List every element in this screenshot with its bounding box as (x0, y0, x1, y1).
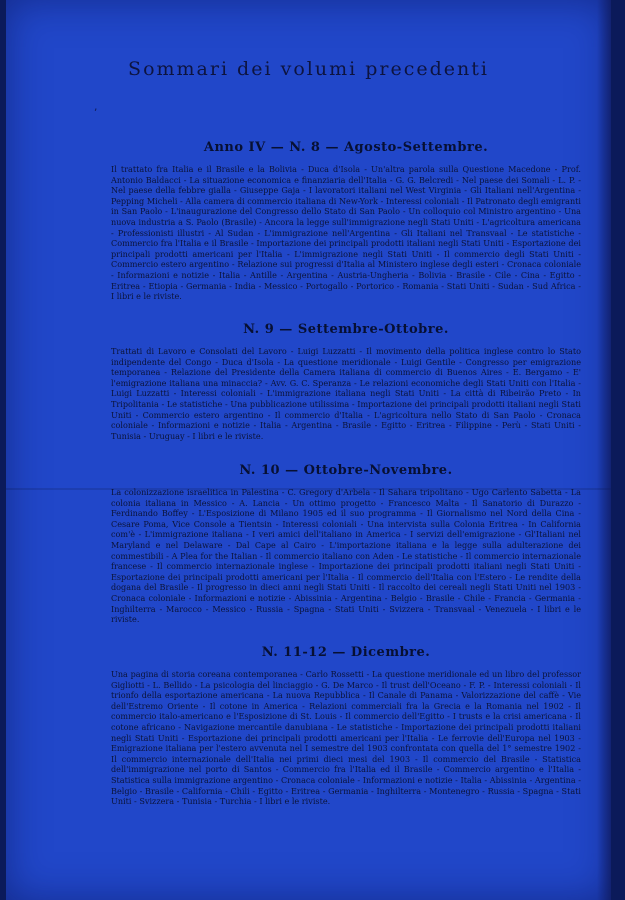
section-n10 (111, 463, 581, 625)
section-title: N. 10 — Ottobre-Novembre. (239, 463, 453, 478)
summary-text: Una pagina di storia coreana contemporanea - Carlo Rossetti - La questione meridionale ed un libro del professor Gigliotti - L. Bellido - La psicologia del linciaggio - G. De Marco - Il trust dell'Oceano - F. P. - Interessi coloniali - Il trionfo della esportazione americana - La nuova Repubblica - Il Canale di Panama - Valorizzazione del caffè - Vie dell'Estremo Oriente - Il cotone in America - Relazioni commerciali fra la Grecia e la Romania nel 1902 - Il commercio italo-americano e l'Esposizione di St. Louis - Il commercio dell'Egitto - I trusts e la crisi americana - Il cotone africano - Navigazione mercantile danubiana - Le statistiche - Importazione dei principali prodotti italiani negli Stati Uniti - Esportazione dei principali prodotti americani per l'Italia - Le ferrovie dell'Europa nel 1903 - Emigrazione italiana per l'estero avvenuta nel I semestre del 1903 confrontata con quella del 1° semestre 1902 - Il commercio internazionale dell'Italia nei primi dieci mesi del 1903 - Il commercio del Brasile - Statistica dell'immigrazione nel porto di Santos - Commercio fra l'Italia ed il Brasile - Commercio argentino e l'Italia - Statistica sulla immigrazione argentino - Cronaca coloniale - Informazioni e notizie - Italia - Abissinia - Argentina - Belgio - Brasile - California - Chili - Egitto - Eritrea - Germania - Inghilterra - Montenegro - Russia - Spagna - Stati Uniti - Svizzera - Tunisia - Turchia - I libri e le riviste. (111, 669, 581, 807)
section-n11-12 (111, 645, 581, 807)
page-header: Sommari dei volumi precedenti (128, 58, 489, 80)
section-summary (111, 164, 581, 302)
summary-text: Trattati di Lavoro e Consolati del Lavoro - Luigi Luzzatti - Il movimento della politica inglese contro lo Stato indipendente del Congo - Duca d'Isola - La questione meridionale - Luigi Gentile - Congresso per emigrazione temporanea - Relazione del Presidente della Camera italiana di commercio di Buenos Aires - E. Bergamo - E' l'emigrazione italiana una minaccia? - Avv. G. C. Speranza - Le relazioni economiche degli Stati Uniti con l'Italia - Luigi Luzzatti - Interessi coloniali - L'immigrazione italiana negli Stati Uniti - La città di Ribeirão Preto - In Tripolitania - Le statistiche - Una pubblicazione utilissima - Importazione dei principali prodotti italiani negli Stati Uniti - Commercio estero argentino - Il commercio d'Italia - L'agricoltura nello Stato di San Paolo - Cronaca coloniale - Informazioni e notizie - Italia - Argentina - Brasile - Egitto - Eritrea - Filippine - Perù - Stati Uniti - Tunisia - Uruguay - I libri e le riviste. (111, 346, 581, 441)
page (6, 0, 611, 900)
section-summary (111, 346, 581, 441)
margin-mark: ’ (94, 108, 98, 119)
section-summary (111, 487, 581, 625)
section-n9 (111, 322, 581, 441)
summary-text: La colonizzazione israelitica in Palestina - C. Gregory d'Arbela - Il Sahara tripolitano - Ugo Carlento Sabetta - La colonia italiana in Messico - A. Lancia - Un ottimo progetto - Francesco Malta - Il Sanatorio di Durazzo - Ferdinando Boffey - L'Esposizione di Milano 1905 ed il suo programma - Il Giornalismo nel Nord della Cina - Cesare Poma, Vice Console a Tientsin - Interessi coloniali - Una intervista sulla Colonia Eritrea - In California com'è - L'immigrazione italiana - I veri amici dell'italiano in America - I servizi dell'emigrazione - Gl'Italiani nel Maryland e nel Delaware - Dal Cape al Cairo - L'importazione italiana e la legge sulla adulterazione dei commestibili - A Plea for the Italian - Il commercio italiano con Aden - Le statistiche - Il commercio internazionale francese - Il commercio internazionale inglese - Importazione dei principali prodotti italiani negli Stati Uniti - Esportazione dei principali prodotti americani per l'Italia - Il commercio dell'Italia con l'Estero - Le rendite della dogana del Brasile - Il progresso in dieci anni negli Stati Uniti - Il raccolto dei cereali negli Stati Uniti nel 1903 - Cronaca coloniale - Informazioni e notizie - Abissinia - Argentina - Belgio - Brasile - Chile - Francia - Germania - Inghilterra - Marocco - Messico - Russia - Spagna - Stati Uniti - Svizzera - Transvaal - Venezuela - I libri e le riviste. (111, 487, 581, 625)
section-title: N. 9 — Settembre-Ottobre. (243, 322, 449, 337)
section-title: Anno IV — N. 8 — Agosto-Settembre. (203, 140, 489, 155)
section-summary (111, 669, 581, 807)
section-anno-iv-n8 (111, 140, 581, 302)
summary-text: Il trattato fra Italia e il Brasile e la Bolivia - Duca d'Isola - Un'altra parola sulla Questione Macedone - Prof. Antonio Baldacci - La situazione economica e finanziaria dell'Italia - G. G. Belcredi - Nel paese dei Somali - L. P. - Nel paese della febbre gialla - Giuseppe Gaja - I lavoratori italiani nel West Virginia - Gli Italiani nell'Argentina - Pepping Micheli - Alla camera di commercio italiana di New-York - Interessi coloniali - Il Patronato degli emigranti in San Paolo - L'inaugurazione del Congresso dello Stato di San Paolo - Un colloquio col Ministro argentino - Una nuova industria a S. Paolo (Brasile) - Ancora la legge sull'immigrazione negli Stati Uniti - L'agricoltura americana - Professionisti illustri - Al Sudan - L'immigrazione nell'Argentina - Gli Italiani nel Transvaal - Le statistiche - Commercio fra l'Italia e il Brasile - Importazione dei principali prodotti italiani negli Stati Uniti - Esportazione dei principali prodotti americani per l'Italia - L'immigrazione negli Stati Uniti - Il commercio degli Stati Uniti - Commercio estero argentino - Relazione sui progressi d'Italia al Ministero inglese degli esteri - Cronaca coloniale - Informazioni e notizie - Italia - Antille - Argentina - Austria-Ungheria - Bolivia - Brasile - Cile - Cina - Egitto - Eritrea - Etiopia - Germania - India - Messico - Portogallo - Portorico - Romania - Stati Uniti - Sudan - Sud Africa - I libri e le riviste. (111, 164, 581, 302)
section-title: N. 11-12 — Dicembre. (261, 645, 431, 660)
